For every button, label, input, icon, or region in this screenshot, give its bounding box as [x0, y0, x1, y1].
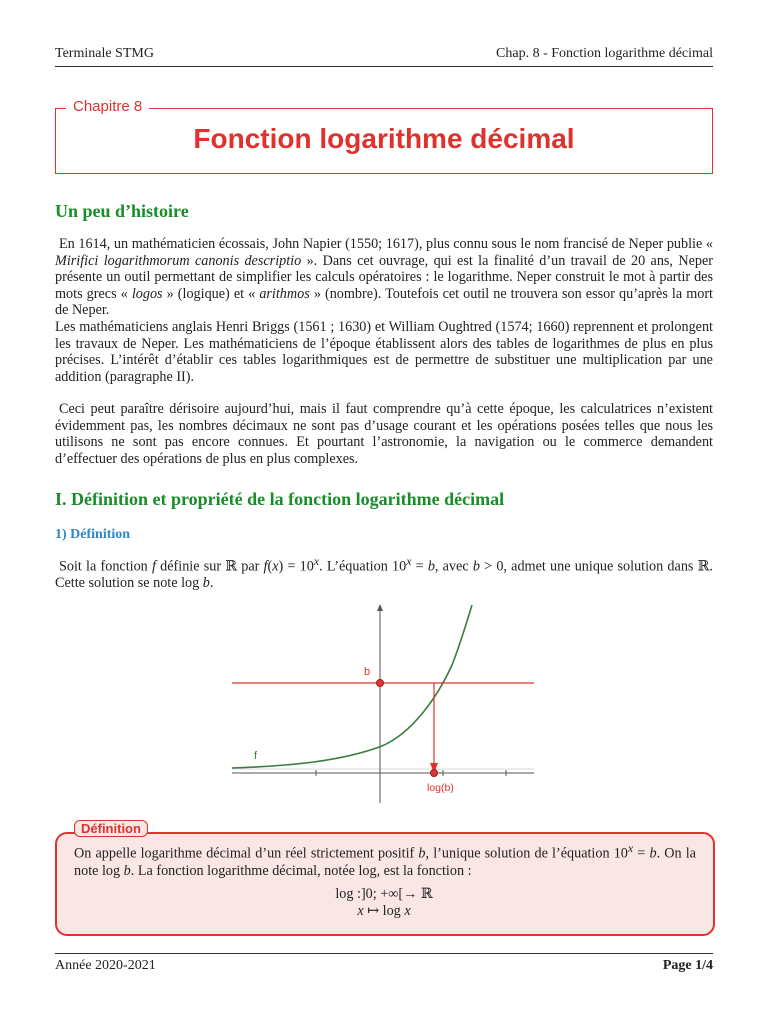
header-rule — [55, 66, 713, 67]
page-number: Page 1/4 — [662, 958, 713, 973]
footer-rule — [55, 953, 713, 954]
text-span: > 0, admet une unique solution dans ℝ. Cette solution se note log — [55, 558, 713, 592]
definition-text — [74, 840, 696, 880]
math-var: x — [357, 903, 364, 919]
math-var: b — [418, 845, 426, 862]
text-span: » (logique) et « — [162, 285, 260, 302]
footer-year: Année 2020-2021 — [55, 958, 156, 973]
text-span: = — [633, 845, 650, 862]
chapter-title: Fonction logarithme décimal — [193, 123, 575, 154]
math-var: x — [272, 558, 279, 575]
text-span: Soit la fonction — [59, 558, 152, 575]
math-var: x — [313, 554, 320, 568]
text-span: . La fonction logarithme décimal, notée log, est la fonction : — [130, 862, 472, 879]
math-var: b — [649, 845, 657, 862]
math-var: b — [472, 558, 480, 575]
header-right: Chap. 8 - Fonction logarithme décimal — [496, 46, 713, 61]
text-span: = — [411, 558, 428, 575]
definition-intro-paragraph — [55, 553, 713, 592]
math-var: b — [123, 862, 131, 879]
formula-domain: log :]0; +∞[→ ℝ — [335, 886, 433, 902]
math-var: b — [202, 575, 210, 592]
definition-tag: Définition — [74, 820, 148, 837]
text-span: ) = 10 — [278, 558, 314, 575]
label-b: b — [364, 666, 371, 678]
text-span: » (nombre). Toutefois cet outil ne trouvera son essor qu’après la mort de Neper. — [55, 285, 714, 319]
text-span: . L’équation 10 — [319, 558, 407, 575]
point-b — [376, 679, 383, 686]
math-var: f — [151, 558, 156, 575]
math-var: x — [404, 903, 411, 919]
math-var: x — [627, 841, 634, 855]
text-span: définie sur ℝ par — [155, 558, 264, 575]
history-paragraph-1 — [55, 236, 713, 385]
text-span: En 1614, un mathématicien écossais, John Napier (1550; 1617), plus connu sous le nom francisé de Neper publie « — [59, 236, 713, 252]
book-title: Mirifici logarithmorum canonis descriptio — [55, 252, 302, 269]
text-span: , l’unique solution de l’équation 10 — [425, 845, 628, 862]
text-span: ↦ log — [363, 903, 405, 919]
text-span: ». Dans cet ouvrage, qui est la finalité d’un travail de 20 ans, Neper présente un outil permettant de simplifier les calculs opératoires : le logarithme. Neper construit le mot à partir des mots grecs « — [55, 252, 713, 302]
text-span: . On la note log — [74, 845, 696, 879]
history-paragraph-2: Ceci peut paraître dérisoire aujourd’hui, mais il faut comprendre qu’à cette époque, les calculatrices n’existent évidemment pas, les nombres décimaux ne sont pas d’usage courant et les opérations posées telles que nous les utilisons ne sont pas encore connues. Et pourtant l’astronomie, la navigation ou le commerce demandent d’effectuer des opérations de plus en plus complexes. — [55, 401, 713, 467]
formula-map — [5, 903, 763, 920]
math-var: b — [427, 558, 435, 575]
section-title: I. Définition et propriété de la fonction logarithme décimal — [55, 489, 505, 509]
label-f: f — [254, 750, 258, 762]
label-logb: log(b) — [427, 782, 454, 794]
exponential-graph — [232, 603, 534, 805]
header-left: Terminale STMG — [55, 46, 154, 61]
chapter-label: Chapitre 8 — [66, 98, 149, 115]
math-var: f — [263, 558, 268, 575]
y-axis-arrow — [377, 604, 383, 611]
subsection-title: 1) Définition — [55, 527, 131, 542]
math-var: x — [406, 554, 412, 568]
word-logos: logos — [131, 285, 163, 302]
word-arithmos: arithmos — [259, 285, 310, 302]
text-span: , avec — [434, 558, 473, 575]
point-logb — [430, 769, 437, 776]
history-title: Un peu d’histoire — [55, 201, 189, 221]
curve-f — [232, 605, 472, 768]
text-span: ( — [267, 558, 273, 575]
text-span: . — [209, 575, 214, 592]
text-span: On appelle logarithme décimal d’un réel strictement positif — [74, 845, 419, 862]
text-span: Les mathématiciens anglais Henri Briggs (1561 ; 1630) et William Oughtred (1574; 1660) reprennent et prolongent les travaux de Neper. Les mathématiciens de l’époque établissent alors des tables de logarithmes de plus en plus précises. L’intérêt d’établir ces tables logarithmiques est de permettre de substituer une multiplication par une addition (paragraphe II). — [55, 318, 713, 385]
